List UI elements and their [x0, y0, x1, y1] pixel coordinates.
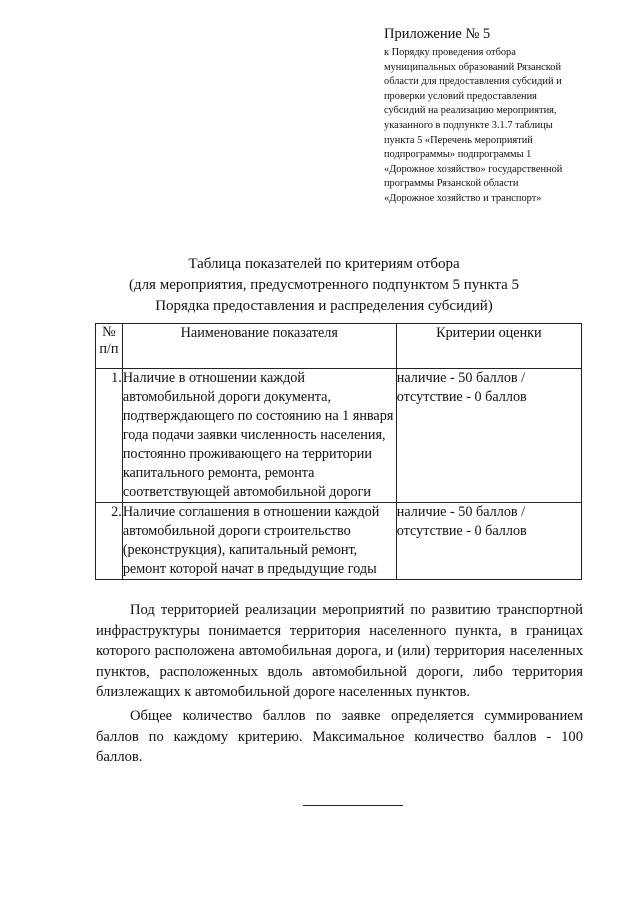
paragraph-territory-definition — [96, 600, 583, 703]
cell-line: постоянно проживающего на территории — [122, 446, 372, 462]
header-number — [96, 324, 123, 369]
row-number: 2. — [96, 503, 123, 580]
cell-line: наличие - 50 баллов / — [396, 504, 526, 520]
paragraph-line: которого расположена автомобильная дорога, и (или) территория населенных — [96, 643, 583, 659]
header-number-line1: № — [102, 324, 116, 340]
paragraph-line: пунктов, расположенных вдоль автомобильной дороги, либо территория — [96, 663, 583, 680]
row-criteria — [396, 503, 581, 580]
cell-line: Наличие соглашения в отношении каждой — [122, 504, 380, 520]
appendix-description — [384, 46, 614, 207]
header-number-line2: п/п — [99, 341, 119, 357]
paragraph-line: баллов. — [96, 749, 143, 765]
cell-line: наличие - 50 баллов / — [396, 370, 526, 386]
paragraph-total-score — [96, 706, 583, 768]
cell-line: капитального ремонта, ремонта — [122, 465, 315, 481]
row-indicator-name — [122, 503, 396, 580]
paragraph-line: инфраструктуры понимается территория населенного пункта, в границах — [96, 622, 583, 639]
appendix-line: области для предоставления субсидий и — [384, 76, 562, 88]
paragraph-line: Под территорией реализации мероприятий по развитию транспортной — [130, 602, 583, 618]
appendix-line: «Дорожное хозяйство» государственной — [384, 163, 563, 175]
paragraph-line: Общее количество баллов по заявке определяется суммированием — [130, 708, 583, 724]
table-row — [96, 503, 582, 580]
header-criteria: Критерии оценки — [396, 324, 581, 369]
cell-line: автомобильной дороги документа, — [122, 389, 332, 405]
cell-line: Наличие в отношении каждой — [122, 370, 305, 386]
cell-line: подтверждающего по состоянию на 1 января — [122, 408, 394, 424]
header-indicator-name: Наименование показателя — [122, 324, 396, 369]
appendix-header — [384, 24, 614, 207]
table-header-row — [96, 324, 582, 369]
cell-line: года подачи заявки численность населения, — [122, 427, 386, 443]
appendix-line: пункта 5 «Перечень мероприятий — [384, 134, 533, 146]
cell-line: (реконструкция), капитальный ремонт, — [122, 542, 358, 558]
table-title-line: Порядка предоставления и распределения субсидий) — [155, 298, 493, 314]
appendix-line: к Порядку проведения отбора — [384, 47, 516, 58]
table-title-line: Таблица показателей по критериям отбора — [188, 256, 460, 272]
cell-line: ремонт которой начат в предыдущие годы — [122, 561, 377, 577]
appendix-line: «Дорожное хозяйство и транспорт» — [384, 192, 542, 204]
appendix-line: подпрограммы» подпрограммы 1 — [384, 149, 532, 161]
paragraph-line: баллов по каждому критерию. Максимальное количество баллов - 100 — [96, 728, 583, 745]
closing-divider — [303, 805, 403, 806]
row-number: 1. — [96, 369, 123, 503]
cell-line: соответствующей автомобильной дороги — [122, 484, 372, 500]
appendix-line: муниципальных образований Рязанской — [384, 61, 562, 73]
row-criteria — [396, 369, 581, 503]
criteria-table — [95, 323, 582, 580]
cell-line: отсутствие - 0 баллов — [396, 389, 527, 405]
appendix-line: указанного в подпункте 3.1.7 таблицы — [384, 119, 553, 131]
row-indicator-name — [122, 369, 396, 503]
table-row — [96, 369, 582, 503]
appendix-title: Приложение № 5 — [384, 26, 491, 42]
appendix-line: проверки условий предоставления — [384, 90, 537, 102]
table-title-line: (для мероприятия, предусмотренного подпунктом 5 пункта 5 — [128, 277, 520, 293]
paragraph-line: близлежащих к автомобильной дороге населенных пунктов. — [96, 684, 471, 700]
appendix-line: программы Рязанской области — [384, 178, 519, 190]
table-title — [96, 254, 552, 317]
appendix-line: субсидий на реализацию мероприятия, — [384, 105, 557, 117]
cell-line: отсутствие - 0 баллов — [396, 523, 527, 539]
cell-line: автомобильной дороги строительство — [122, 523, 351, 539]
